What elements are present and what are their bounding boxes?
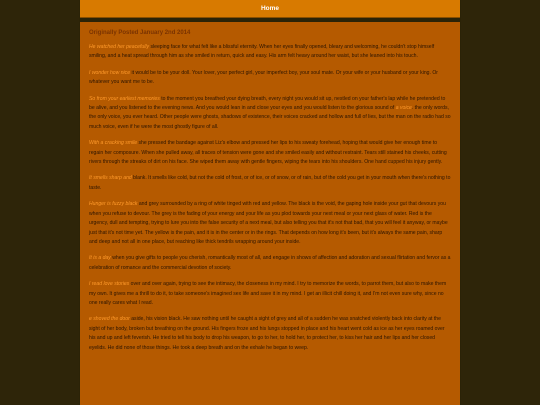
paragraph-text: . the only words, the only voice, you ever heard. Other people were ghosts, shadows of existence, their voices cracked and hollow and full of lies, but the man on the radio had so much voice, even if he were the most ghostly figure of all. xyxy=(89,105,451,130)
paragraph-text: and grey surrounded by a ring of white tinged with red and yellow. The black is the void, the gaping hole inside your gut that devours you when you refuse to devour. The grey is the fading of your energy and your life as you plod towards your next meal or your next glass of water. Red is the urgency, dull and tempting, trying to lure you into the false security of a next meal, but also telling you that it's not that bad, that you will feel it anyway, or maybe just that it's not time yet. The yellow is the pain, and it is in the center or in the rings. That depends on how long it's been, but it's always the same pain, sharp and deep and not all in one place, but reaching like thick tendrils wrapping around your inside. xyxy=(89,201,448,245)
paragraph-lead: He watched her peacefully xyxy=(89,44,150,50)
paragraph-lead: It is a day xyxy=(89,255,111,262)
paragraph xyxy=(89,139,451,167)
paragraph-text: aside, his vision black. He saw nothing until he caught a sight of grey and all of a sudden he was snatched violently back into clarity at the sight of her body, broken but breathing on the ground. His fingers froze and his lungs stopped in place and his heart went cold as ice as her eyes roamed over his and up and left feverish. He tried to tell his body to drop his weapon, to go to her, to hold her, to protect her, to kiss her hair and her lips and her closed eyelids. He did none of those things. He took a deep breath and on the exhale he began to weep. xyxy=(89,316,445,351)
paragraph-lead: I read love stories xyxy=(89,281,130,288)
paragraph-text: to the moment you breathed your dying breath, every night you would sit up, nestled on your father's lap while he pretended to be alive, and you listened to the evening news. And you would lean in and close your eyes and you would listen to the glorious sound of xyxy=(89,95,446,112)
paragraph-text: it would be to be your doll. Your lover, your perfect girl, your imperfect boy, your soul mate. Or your wife or your husband or your king. Or whatever you want me to be. xyxy=(89,69,439,86)
paragraph-lead: e shoved the door xyxy=(89,316,130,323)
paragraph xyxy=(89,254,451,273)
post-date: Originally Posted January 2nd 2014 xyxy=(89,30,191,36)
paragraph-text: over and over again, trying to see the intimacy, the closeness in my mind. I try to memorize the words, to parrot them, but also to make them my own. It gives me a thrill to do it, to take someone's imagined sex life and save it in my mind. I get an illicit chill doing it, and I'm not even sure why, since no one really cares what I read. xyxy=(89,281,447,306)
paragraph-lead: It smells sharp and xyxy=(89,175,132,182)
paragraph-lead: Hunger is fuzzy black xyxy=(89,201,138,208)
paragraph-lead: So from your earliest memories xyxy=(89,95,160,102)
paragraph-highlight: a voice xyxy=(395,105,412,112)
paragraph xyxy=(89,69,451,88)
paragraph-lead: I wonder how nice xyxy=(89,69,131,76)
paragraph xyxy=(89,315,451,353)
post-content xyxy=(80,22,460,405)
paragraph-text: she pressed the bandage against Liz's elbow and pressed her lips to his sweaty forehead, hoping that would give her enough time to regain her composure. When she pulled away, all traces of tension were gone and she smiled easily and without restraint. Tears still stained his cheeks, cutting rivers through the streaks of dirt on his face. She wiped them away with gentle fingers, wiping the tears into his shoulders. One hand cupped his injury gently. xyxy=(89,140,447,166)
paragraph-text: when you give gifts to people you cherish, romantically most of all, and engage in shows of affection and adoration and sexual flirtation and fervor as a celebration of romance and the commercial devotion of society. xyxy=(89,255,451,271)
top-navigation-bar xyxy=(80,0,460,18)
paragraph xyxy=(89,95,451,133)
paragraph-text: sleeping face for what felt like a blissful eternity. When her eyes finally opened, bleary and welcoming, he couldn't stop himself smiling, and a heat spread through him as she smiled in return, quick and easy. His arm felt heavy around her waist, but she leaned into his touch. xyxy=(89,44,435,60)
home-link[interactable]: Home xyxy=(260,5,280,12)
paragraph xyxy=(89,174,451,193)
paragraph xyxy=(89,280,451,308)
paragraph-lead: With a cracking smile xyxy=(89,140,138,147)
post-body xyxy=(80,22,460,353)
paragraph-text: blank. It smells like cold, but not the cold of frost, or of ice, or of snow, or of rain, but of the cold you get in your mouth when there's nothing to taste. xyxy=(89,175,451,191)
paragraph xyxy=(89,43,451,62)
paragraph xyxy=(89,200,451,247)
